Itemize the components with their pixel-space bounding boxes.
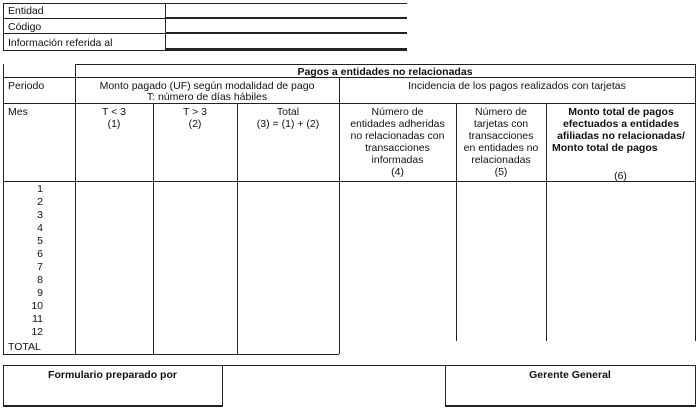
- footer-rule: [695, 365, 696, 407]
- col1-number: (1): [107, 118, 121, 130]
- month-label: 2: [37, 196, 43, 208]
- entidad-field[interactable]: [166, 17, 407, 19]
- col4-line: informadas: [371, 154, 424, 166]
- monto-group-subtitle: T: número de días hábiles: [146, 91, 268, 103]
- table-rule: [3, 103, 695, 104]
- month-label: 6: [37, 248, 43, 260]
- header-rule: [3, 50, 407, 51]
- month-label: 3: [37, 209, 43, 221]
- table-rule: [695, 64, 696, 341]
- monto-group-title: Monto pagado (UF) según modalidad de pago: [99, 80, 315, 92]
- gerente-label: Gerente General: [529, 369, 611, 381]
- informacion-label: Información referida al: [8, 37, 113, 49]
- footer-rule: [3, 365, 695, 366]
- codigo-label: Código: [8, 21, 42, 33]
- col5-number: (5): [494, 166, 508, 178]
- header-rule: [3, 3, 407, 4]
- col4-line: no relacionadas con: [350, 130, 445, 142]
- informacion-field[interactable]: [166, 48, 407, 50]
- col2-number: (2): [188, 118, 202, 130]
- col4-line: transacciones: [365, 142, 430, 154]
- periodo-label: Periodo: [8, 80, 45, 92]
- col5-line: tarjetas con: [473, 118, 529, 130]
- col3-title: Total: [276, 106, 300, 118]
- month-label: 5: [37, 235, 43, 247]
- table-rule: [546, 103, 547, 341]
- col5-line: en entidades no: [463, 142, 539, 154]
- col6-line: Monto total de pagos: [568, 106, 674, 118]
- codigo-field[interactable]: [166, 32, 407, 34]
- incidencia-group-title: Incidencia de los pagos realizados con tarjetas: [408, 80, 626, 92]
- col4-line: Número de: [371, 106, 424, 118]
- col2-title: T > 3: [182, 106, 208, 118]
- month-label: 10: [31, 300, 43, 312]
- total-label: TOTAL: [8, 341, 41, 353]
- gerente-signature-line[interactable]: [445, 405, 696, 407]
- prepared-by-label: Formulario preparado por: [48, 369, 177, 381]
- prepared-by-signature-line[interactable]: [3, 405, 223, 407]
- col6-number: (6): [614, 170, 627, 182]
- table-title: Pagos a entidades no relacionadas: [297, 66, 473, 78]
- month-label: 7: [37, 261, 43, 273]
- col5-line: Número de: [475, 106, 527, 118]
- col4-line: entidades adheridas: [350, 118, 445, 130]
- table-rule: [153, 103, 154, 354]
- month-label: 1: [37, 183, 43, 195]
- col6-line: Monto total de pagos: [552, 142, 658, 154]
- col6-line: efectuados a entidades: [562, 118, 680, 130]
- entidad-label: Entidad: [8, 5, 44, 17]
- col5-line: relacionadas: [471, 154, 531, 166]
- col3-number: (3) = (1) + (2): [256, 118, 320, 130]
- table-rule: [3, 354, 339, 355]
- table-rule: [75, 64, 695, 65]
- month-label: 9: [37, 287, 43, 299]
- month-label: 8: [37, 274, 43, 286]
- month-label: 11: [32, 313, 43, 325]
- mes-label: Mes: [8, 106, 28, 118]
- header-rule: [3, 3, 4, 50]
- header-rule: [165, 3, 166, 50]
- col4-number: (4): [391, 166, 404, 178]
- col1-title: T < 3: [101, 106, 127, 118]
- table-rule: [237, 103, 238, 354]
- month-label: 12: [31, 326, 43, 338]
- col6-line: afiliadas no relacionadas/: [557, 130, 685, 142]
- col5-line: transacciones: [468, 130, 534, 142]
- month-label: 4: [37, 222, 43, 234]
- footer-rule: [222, 365, 223, 407]
